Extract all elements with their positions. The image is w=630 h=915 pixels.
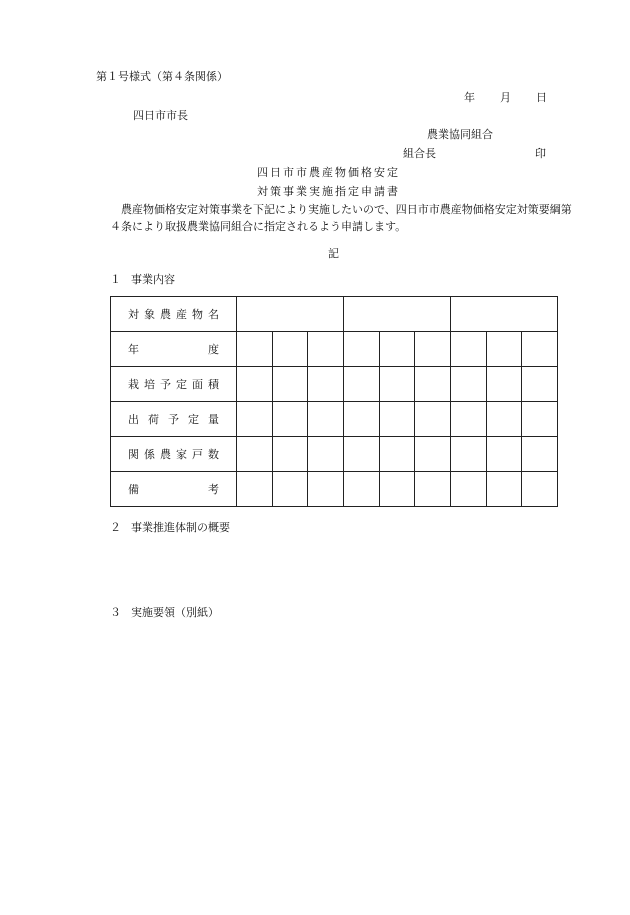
year-cell[interactable] <box>343 332 379 367</box>
remarks-cell[interactable] <box>522 472 558 507</box>
section-2-title: 事業推進体制の概要 <box>131 521 230 534</box>
remarks-cell[interactable] <box>308 472 344 507</box>
label-char: 対 <box>128 308 139 321</box>
table-row <box>111 472 558 507</box>
label-char: 度 <box>208 343 219 356</box>
remarks-cell[interactable] <box>237 472 273 507</box>
applicant-representative: 組合長 <box>403 147 436 160</box>
households-cell[interactable] <box>343 437 379 472</box>
remarks-cell[interactable] <box>343 472 379 507</box>
label-char: 象 <box>144 308 155 321</box>
shipment-cell[interactable] <box>308 402 344 437</box>
shipment-cell[interactable] <box>415 402 451 437</box>
label-char: 名 <box>208 308 219 321</box>
households-cell[interactable] <box>308 437 344 472</box>
area-cell[interactable] <box>522 367 558 402</box>
section-1-title: 事業内容 <box>131 273 175 286</box>
label-char: 係 <box>144 448 155 461</box>
households-cell[interactable] <box>379 437 415 472</box>
business-content-table <box>110 296 558 507</box>
shipment-cell[interactable] <box>379 402 415 437</box>
year-cell[interactable] <box>450 332 486 367</box>
area-cell[interactable] <box>308 367 344 402</box>
row-label-shipment-volume <box>111 402 237 437</box>
year-cell[interactable] <box>415 332 451 367</box>
year-cell[interactable] <box>522 332 558 367</box>
label-char: 予 <box>168 413 179 426</box>
label-char: 関 <box>128 448 139 461</box>
year-cell[interactable] <box>379 332 415 367</box>
label-char: 出 <box>128 413 139 426</box>
label-char: 定 <box>176 378 187 391</box>
row-label-remarks <box>111 472 237 507</box>
date-year: 年 <box>464 91 475 104</box>
remarks-cell[interactable] <box>415 472 451 507</box>
table-row <box>111 402 558 437</box>
households-cell[interactable] <box>272 437 308 472</box>
label-char: 戸 <box>192 448 203 461</box>
label-char: 定 <box>188 413 199 426</box>
label-char: 量 <box>208 413 219 426</box>
addressee: 四日市市長 <box>133 109 188 122</box>
table-row <box>111 437 558 472</box>
label-char: 産 <box>176 308 187 321</box>
section-3-title: 実施要領（別紙） <box>131 606 219 619</box>
label-char: 積 <box>208 378 219 391</box>
remarks-cell[interactable] <box>272 472 308 507</box>
label-char: 面 <box>192 378 203 391</box>
year-cell[interactable] <box>272 332 308 367</box>
label-char: 考 <box>208 483 219 496</box>
area-cell[interactable] <box>343 367 379 402</box>
remarks-cell[interactable] <box>450 472 486 507</box>
area-cell[interactable] <box>415 367 451 402</box>
label-char: 数 <box>208 448 219 461</box>
body-text: 農産物価格安定対策事業を下記により実施したいので、四日市市農産物価格安定対策要綱第４条により取扱農業協同組合に指定されるよう申請します。 <box>110 203 572 233</box>
label-char: 農 <box>160 308 171 321</box>
remarks-cell[interactable] <box>486 472 522 507</box>
applicant-organization: 農業協同組合 <box>427 128 493 141</box>
area-cell[interactable] <box>450 367 486 402</box>
form-number: 第１号様式（第４条関係） <box>96 70 228 83</box>
row-label-crop-name <box>111 297 237 332</box>
label-char: 家 <box>176 448 187 461</box>
section-2-number: ２ <box>110 521 121 534</box>
table-row <box>111 332 558 367</box>
label-char: 農 <box>160 448 171 461</box>
area-cell[interactable] <box>379 367 415 402</box>
date-day: 日 <box>536 91 547 104</box>
label-char: 年 <box>128 343 139 356</box>
area-cell[interactable] <box>237 367 273 402</box>
households-cell[interactable] <box>450 437 486 472</box>
crop-name-cell[interactable] <box>450 297 557 332</box>
section-3-number: ３ <box>110 606 121 619</box>
shipment-cell[interactable] <box>237 402 273 437</box>
households-cell[interactable] <box>522 437 558 472</box>
label-char: 物 <box>192 308 203 321</box>
ki-heading: 記 <box>328 247 339 260</box>
row-label-year <box>111 332 237 367</box>
households-cell[interactable] <box>415 437 451 472</box>
row-label-planned-area <box>111 367 237 402</box>
section-1-number: １ <box>110 273 121 286</box>
year-cell[interactable] <box>308 332 344 367</box>
shipment-cell[interactable] <box>522 402 558 437</box>
crop-name-cell[interactable] <box>237 297 344 332</box>
crop-name-cell[interactable] <box>343 297 450 332</box>
table-row <box>111 297 558 332</box>
shipment-cell[interactable] <box>343 402 379 437</box>
label-char: 栽 <box>128 378 139 391</box>
document-title-line-1: 四日市市農産物価格安定 <box>257 166 400 179</box>
document-title-line-2: 対策事業実施指定申請書 <box>257 185 400 198</box>
date-month: 月 <box>500 91 511 104</box>
area-cell[interactable] <box>486 367 522 402</box>
shipment-cell[interactable] <box>450 402 486 437</box>
table-row <box>111 367 558 402</box>
label-char: 予 <box>160 378 171 391</box>
row-label-farm-households <box>111 437 237 472</box>
shipment-cell[interactable] <box>486 402 522 437</box>
year-cell[interactable] <box>237 332 273 367</box>
households-cell[interactable] <box>237 437 273 472</box>
seal-mark: 印 <box>535 147 546 160</box>
label-char: 培 <box>144 378 155 391</box>
year-cell[interactable] <box>486 332 522 367</box>
area-cell[interactable] <box>272 367 308 402</box>
shipment-cell[interactable] <box>272 402 308 437</box>
households-cell[interactable] <box>486 437 522 472</box>
label-char: 備 <box>128 483 139 496</box>
label-char: 荷 <box>148 413 159 426</box>
remarks-cell[interactable] <box>379 472 415 507</box>
